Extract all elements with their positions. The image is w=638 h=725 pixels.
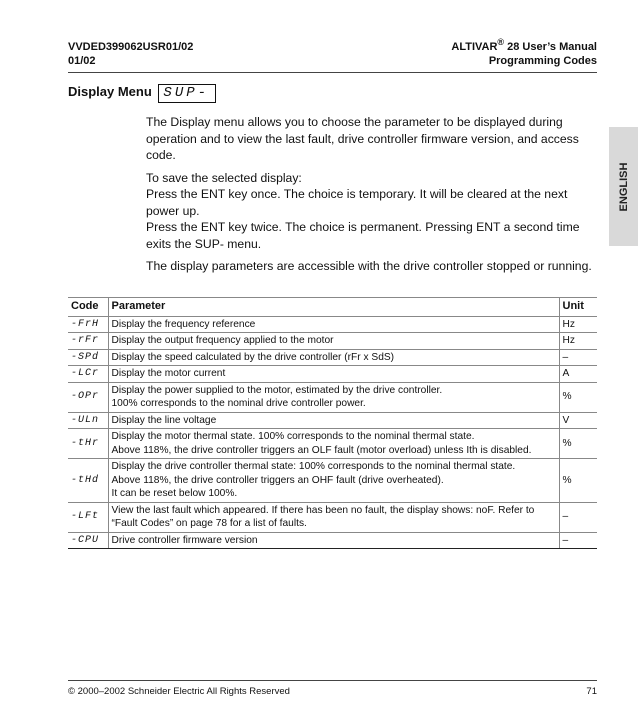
parameter-code: -OPr (68, 382, 108, 412)
column-header-code: Code (68, 298, 108, 317)
parameter-code: -LCr (68, 366, 108, 383)
description-line: 100% corresponds to the nominal drive controller power. (111, 398, 366, 409)
table-body (68, 316, 597, 549)
table-row (68, 382, 597, 412)
parameter-unit: – (559, 349, 597, 366)
parameter-code: -tHr (68, 429, 108, 459)
parameter-unit: % (559, 429, 597, 459)
parameter-code: -tHd (68, 459, 108, 503)
parameter-code: -FrH (68, 316, 108, 333)
table-row (68, 429, 597, 459)
description-line: It can be reset below 100%. (111, 488, 238, 499)
description-line: Display the output frequency applied to the motor (111, 335, 334, 346)
description-line: Display the speed calculated by the drive controller (rFr x SdS) (111, 351, 395, 363)
parameter-description (108, 502, 559, 532)
save-instructions (146, 170, 602, 253)
paragraph: Press the ENT key once. The choice is temporary. It will be cleared at the next power up. (146, 187, 568, 218)
paragraph: The display parameters are accessible with the drive controller stopped or running. (146, 259, 592, 273)
description-line: Display the motor thermal state. 100% corresponds to the nominal thermal state. (111, 431, 475, 442)
parameter-unit: Hz (559, 333, 597, 350)
parameter-unit: – (559, 532, 597, 549)
table-row (68, 366, 597, 383)
parameter-description (108, 366, 559, 383)
paragraph: The Display menu allows you to choose the parameter to be displayed during operation and to view the last fault, drive controller firmware version, and access code. (146, 115, 579, 162)
column-header-unit: Unit (559, 298, 597, 317)
parameter-description (108, 349, 559, 366)
footer-rule (68, 680, 597, 681)
paragraph: Press the ENT key twice. The choice is permanent. Pressing ENT a second time exits the SUP- menu. (146, 220, 580, 251)
parameter-description (108, 459, 559, 503)
column-header-parameter: Parameter (108, 298, 559, 317)
parameter-description (108, 412, 559, 429)
description-line: “Fault Codes” on page 78 for a list of faults. (111, 518, 307, 529)
table-row (68, 502, 597, 532)
parameter-description (108, 532, 559, 549)
manual-title (451, 37, 597, 54)
parameter-unit: % (559, 459, 597, 503)
parameter-unit: – (559, 502, 597, 532)
section-code-display: SUP- (158, 84, 216, 103)
copyright: © 2000–2002 Schneider Electric All Rights Reserved (68, 686, 290, 697)
parameter-unit: V (559, 412, 597, 429)
registered-mark: ® (497, 37, 505, 47)
language-tab-label: ENGLISH (617, 162, 630, 211)
paragraph: To save the selected display: (146, 170, 302, 185)
description-line: Above 118%, the drive controller triggers an OHF fault (drive overheated). (111, 474, 444, 486)
parameter-code: -CPU (68, 532, 108, 549)
description-line: Display the line voltage (111, 414, 217, 426)
parameter-unit: A (559, 366, 597, 383)
parameter-description (108, 333, 559, 350)
description-line: Display the frequency reference (111, 318, 256, 330)
manual-title-text: 28 User’s Manual (504, 41, 597, 53)
intro-text (146, 114, 602, 281)
page-header-left (68, 40, 193, 68)
table-row (68, 349, 597, 366)
description-line: Drive controller firmware version (111, 534, 258, 546)
table-row (68, 412, 597, 429)
section-heading (68, 82, 216, 103)
table-row (68, 333, 597, 350)
parameter-code: -ULn (68, 412, 108, 429)
section-title: Display Menu (68, 84, 152, 99)
parameter-unit: Hz (559, 316, 597, 333)
page-header-right (451, 37, 597, 68)
parameter-description (108, 382, 559, 412)
parameter-description (108, 429, 559, 459)
table-row (68, 459, 597, 503)
document-code: VVDED399062USR01/02 (68, 41, 194, 53)
table-header-row (68, 298, 597, 317)
document-date: 01/02 (68, 55, 96, 67)
product-name: ALTIVAR (451, 41, 498, 53)
parameter-code: -rFr (68, 333, 108, 350)
page-number: 71 (586, 686, 597, 697)
parameter-unit: % (559, 382, 597, 412)
description-line: Display the power supplied to the motor, estimated by the drive controller. (111, 384, 443, 396)
parameter-table (68, 297, 597, 549)
chapter-title: Programming Codes (488, 55, 597, 67)
description-line: View the last fault which appeared. If there has been no fault, the display shows: noF. Refer to (111, 504, 535, 516)
description-line: Display the motor current (111, 368, 226, 379)
description-line: Above 118%, the drive controller triggers an OLF fault (motor overload) unless Ith is disabled. (111, 444, 532, 456)
header-rule (68, 72, 597, 73)
description-line: Display the drive controller thermal state: 100% corresponds to the nominal thermal state. (111, 461, 516, 472)
parameter-description (108, 316, 559, 333)
table-row (68, 316, 597, 333)
language-tab (609, 127, 638, 246)
parameter-code: -LFt (68, 502, 108, 532)
table-row (68, 532, 597, 549)
parameter-code: -SPd (68, 349, 108, 366)
